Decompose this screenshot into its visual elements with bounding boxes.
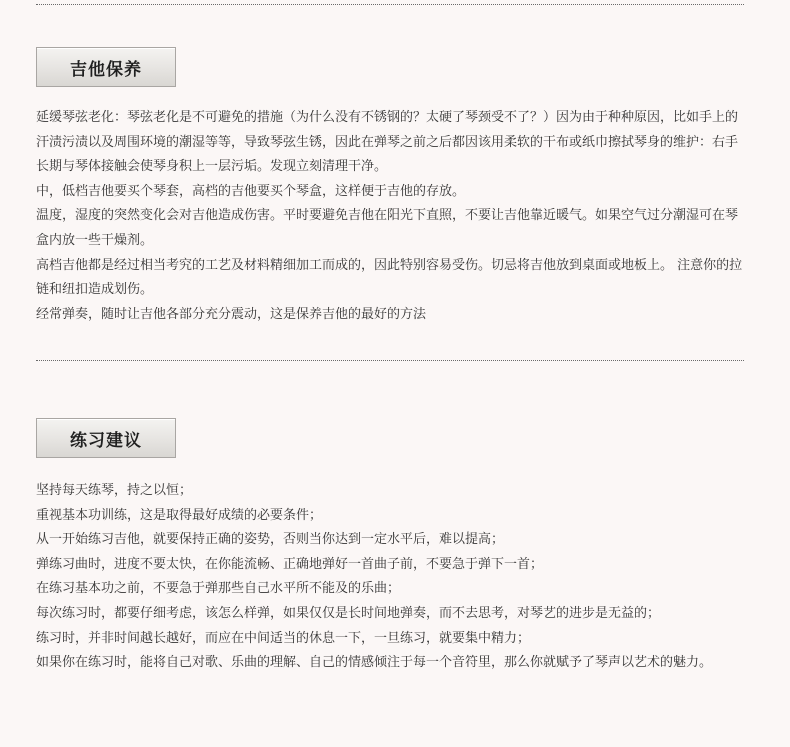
paragraph: 延缓琴弦老化：琴弦老化是不可避免的措施（为什么没有不锈钢的？太硬了琴颈受不了？）因为由于种种原因，比如手上的汗渍污渍以及周围环境的潮湿等等，导致琴弦生锈，因此在弹琴之前之后都因该用柔软的干布或纸巾擦拭琴身的维护：右手长期与琴体接触会使琴身积上一层污垢。发现立刻清理干净。 [36, 110, 739, 175]
paragraph: 中，低档吉他要买个琴套，高档的吉他要买个琴盒，这样便于吉他的存放。 [36, 183, 466, 199]
paragraph: 经常弹奏，随时让吉他各部分充分震动，这是保养吉他的最好的方法 [36, 306, 427, 322]
paragraph: 坚持每天练琴，持之以恒； [36, 483, 193, 498]
paragraph: 如果你在练习时，能将自己对歌、乐曲的理解、自己的情感倾注于每一个音符里，那么你就赋予了琴声以艺术的魅力。 [36, 655, 713, 671]
guitar-care-text [36, 106, 748, 327]
practice-tips-text [36, 479, 748, 676]
paragraph: 练习时，并非时间越长越好，而应在中间适当的休息一下，一旦练习，就要集中精力； [36, 630, 531, 646]
section-title: 吉他保养 [70, 59, 142, 80]
section-title: 练习建议 [70, 430, 142, 451]
paragraph: 在练习基本功之前，不要急于弹那些自己水平所不能及的乐曲； [36, 581, 401, 597]
paragraph: 高档吉他都是经过相当考究的工艺及材料精细加工而成的，因此特别容易受伤。切忌将吉他放到桌面或地板上。 注意你的拉链和纽扣造成划伤。 [36, 257, 743, 298]
paragraph: 温度，湿度的突然变化会对吉他造成伤害。平时要避免吉他在阳光下直照，不要让吉他靠近暖气。如果空气过分潮湿可在琴盒内放一些干燥剂。 [36, 208, 739, 248]
section-heading-guitar-care [36, 47, 176, 87]
section-heading-practice-tips [36, 418, 176, 458]
top-divider [36, 4, 744, 5]
middle-divider [36, 360, 744, 361]
paragraph: 弹练习曲时，进度不要太快，在你能流畅、正确地弹好一首曲子前，不要急于弹下一首； [36, 556, 544, 572]
paragraph: 重视基本功训练，这是取得最好成绩的必要条件； [36, 507, 323, 523]
paragraph: 每次练习时，都要仔细考虑，该怎么样弹，如果仅仅是长时间地弹奏，而不去思考，对琴艺的进步是无益的； [36, 605, 661, 621]
paragraph: 从一开始练习吉他，就要保持正确的姿势，否则当你达到一定水平后，难以提高； [36, 532, 505, 548]
